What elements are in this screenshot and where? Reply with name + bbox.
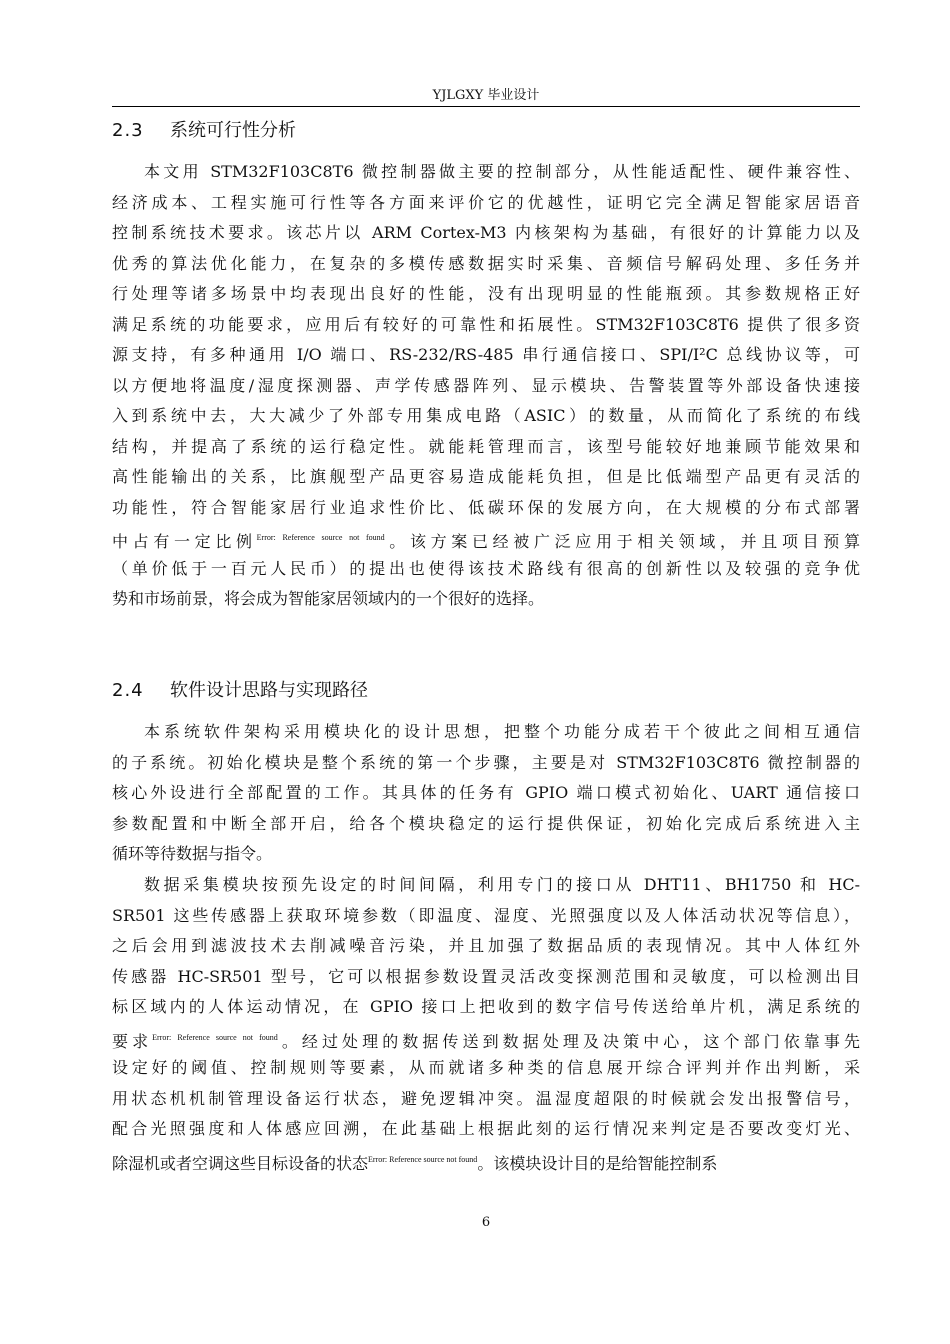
paragraph-line: 的子系统。初始化模块是整个系统的第一个步骤，主要是对 STM32F103C8T6 微控制器的: [112, 752, 860, 772]
paragraph-line: 参数配置和中断全部开启，给各个模块稳定的运行提供保证，初始化完成后系统进入主: [112, 813, 860, 833]
paragraph-line: 经济成本、工程实施可行性等各方面来评价它的优越性，证明它完全满足智能家居语音: [112, 192, 860, 212]
paragraph-line: 行处理等诸多场景中均表现出良好的性能，没有出现明显的性能瓶颈。其参数规格正好: [112, 284, 860, 303]
paragraph-line: 本系统软件架构采用模块化的设计思想，把整个功能分成若干个彼此之间相互通信: [144, 722, 860, 741]
page-number: 6: [481, 1215, 491, 1230]
paragraph-line: （单价低于一百元人民币）的提出也使得该技术路线有很高的创新性以及较强的竞争优: [112, 558, 860, 578]
section-heading-2-3: [112, 119, 296, 143]
paragraph-line: 中占有一定比例$^{Error: Reference source not found}$。该方案已经被广泛应用于相关领域，并且项目预算: [112, 532, 860, 551]
paragraph-line: 势和市场前景，将会成为智能家居领域内的一个很好的选择。: [112, 589, 545, 608]
reference-error-note: Error: Reference source not found: [256, 533, 385, 542]
paragraph-line: SR501 这些传感器上获取环境参数（即温度、湿度、光照强度以及人体活动状况等信息），: [112, 905, 860, 925]
paragraph-line: 控制系统技术要求。该芯片以 ARM Cortex-M3 内核架构为基础，有很好的计算能力以及: [112, 223, 860, 242]
paragraph-data-acquisition: [112, 870, 860, 1175]
paragraph-line: 标区域内的人体运动情况，在 GPIO 接口上把收到的数字信号传送给单片机，满足系统的: [112, 997, 860, 1016]
running-header: YJLGXY 毕业设计: [432, 88, 540, 103]
section-number: 2.3: [112, 120, 144, 141]
paragraph-line: 之后会用到滤波技术去削减噪音污染，并且加强了数据品质的表现情况。其中人体红外: [112, 936, 860, 955]
section-title: 系统可行性分析: [170, 120, 296, 141]
paragraph-feasibility: [112, 157, 860, 615]
paragraph-line: 核心外设进行全部配置的工作。其具体的任务有 GPIO 端口模式初始化、UART 通信接口: [112, 783, 860, 802]
paragraph-line: 本文用 STM32F103C8T6 微控制器做主要的控制部分，从性能适配性、硬件兼容性、: [144, 162, 860, 181]
paragraph-line: 配合光照强度和人体感应回溯，在此基础上根据此刻的运行情况来判定是否要改变灯光、: [112, 1119, 860, 1138]
paragraph-line: 源支持，有多种通用 I/O 端口、RS-232/RS-485 串行通信接口、SPI/I²C 总线协议等，可: [112, 345, 860, 364]
paragraph-software-architecture: [112, 717, 860, 870]
section-title: 软件设计思路与实现路径: [170, 680, 368, 701]
paragraph-line: 入到系统中去，大大减少了外部专用集成电路（ASIC）的数量，从而简化了系统的布线: [112, 406, 860, 425]
paragraph-line: 设定好的阈值、控制规则等要素，从而就诸多种类的信息展开综合评判并作出判断，采: [112, 1058, 860, 1077]
paragraph-line: 数据采集模块按预先设定的时间间隔，利用专门的接口从 DHT11、BH1750 和 HC-: [144, 875, 860, 894]
section-number: 2.4: [112, 680, 144, 701]
paragraph-line: 要求$^{Error: Reference source not found}$。经过处理的数据传送到数据处理及决策中心，这个部门依靠事先: [112, 1031, 860, 1051]
paragraph-line: 满足系统的功能要求，应用后有较好的可靠性和拓展性。STM32F103C8T6 提供了很多资: [112, 314, 860, 334]
paragraph-line: 以方便地将温度/湿度探测器、声学传感器阵列、显示模块、告警装置等外部设备快速接: [112, 375, 860, 395]
paragraph-line: 除湿机或者空调这些目标设备的状态$^{Error: Reference source not found}$。该模块设计目的是给智能控制系: [112, 1153, 718, 1173]
paragraph-line: 优秀的算法优化能力，在复杂的多模传感数据实时采集、音频信号解码处理、多任务并: [112, 253, 860, 273]
section-heading-2-4: [112, 679, 368, 703]
paragraph-line: 传感器 HC-SR501 型号，它可以根据参数设置灵活改变探测范围和灵敏度，可以检测出目: [112, 966, 860, 986]
paragraph-line: 循环等待数据与指令。: [112, 844, 273, 863]
reference-error-note: Error: Reference source not found: [152, 1032, 278, 1042]
reference-error-note: Error: Reference source not found: [368, 1154, 478, 1164]
header-rule: [112, 106, 860, 107]
paragraph-line: 功能性，符合智能家居行业追求性价比、低碳环保的发展方向，在大规模的分布式部署: [112, 497, 860, 517]
paragraph-line: 高性能输出的关系，比旗舰型产品更容易造成能耗负担，但是比低端型产品更有灵活的: [112, 467, 860, 486]
paragraph-line: 用状态机机制管理设备运行状态，避免逻辑冲突。温湿度超限的时候就会发出报警信号，: [112, 1088, 860, 1108]
paragraph-line: 结构，并提高了系统的运行稳定性。就能耗管理而言，该型号能较好地兼顾节能效果和: [112, 436, 860, 456]
